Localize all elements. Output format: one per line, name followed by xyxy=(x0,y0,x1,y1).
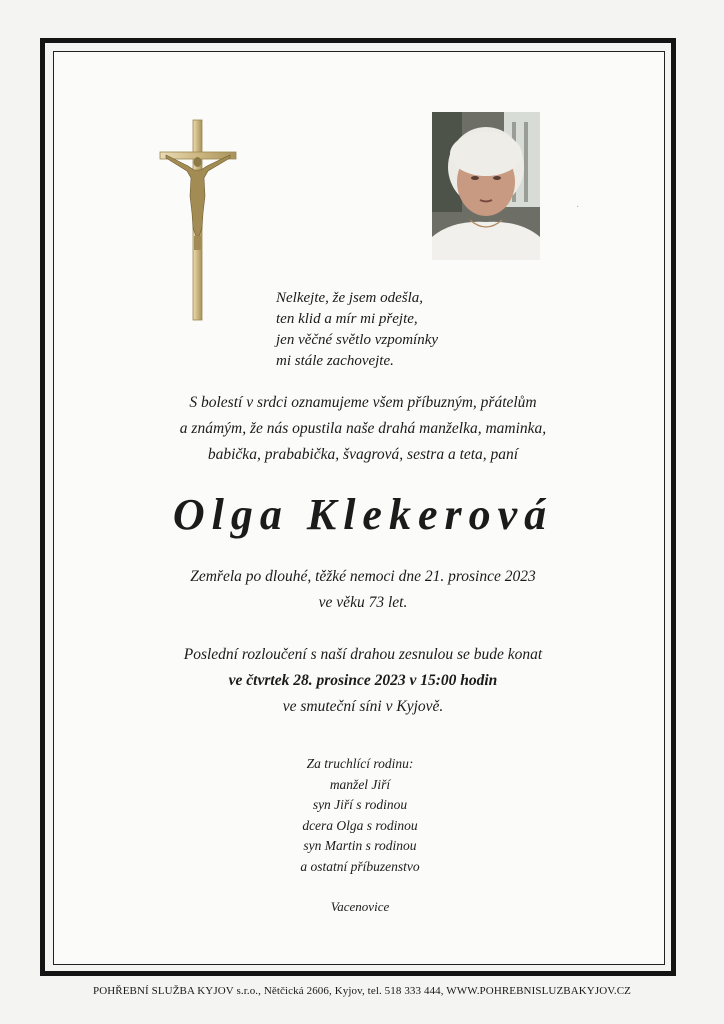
deceased-name: Olga Klekerová xyxy=(172,490,554,539)
place-name: Vacenovice xyxy=(330,899,390,914)
family-member: dcera Olga s rodinou xyxy=(302,817,418,833)
age-line: ve věku 73 let. xyxy=(318,594,408,611)
farewell-date: ve čtvrtek 28. prosince 2023 v 15:00 hodin xyxy=(228,672,498,689)
announcement-text xyxy=(100,390,626,468)
family-member: syn Jiří s rodinou xyxy=(312,797,408,812)
family-list xyxy=(150,754,570,877)
farewell-info xyxy=(100,642,626,720)
poem-line: Nelkejte, že jsem odešla, xyxy=(276,290,424,306)
poem-verse xyxy=(276,288,438,372)
poem-line: ten klid a mír mi přejte, xyxy=(276,311,418,327)
death-date-line: Zemřela po dlouhé, těžké nemoci dne 21. prosince 2023 xyxy=(190,568,536,585)
family-member: a ostatní příbuzenstvo xyxy=(300,858,420,874)
announcement-line: a známým, že nás opustila naše drahá manželka, maminka, xyxy=(179,420,547,437)
portrait-photo xyxy=(432,112,540,260)
family-heading: Za truchlící rodinu: xyxy=(306,756,414,771)
scan-speck: · xyxy=(576,202,580,213)
poem-line: mi stále zachovejte. xyxy=(276,353,394,369)
announcement-line: S bolestí v srdci oznamujeme všem příbuzným, přátelům xyxy=(189,394,537,411)
funeral-service-footer: POHŘEBNÍ SLUŽBA KYJOV s.r.o., Nětčická 2606, Kyjov, tel. 518 333 444, WWW.POHREBNISLUZBAKYJOV.CZ xyxy=(92,985,631,997)
poem-line: jen věčné světlo vzpomínky xyxy=(276,332,439,348)
announcement-line: babička, prababička, švagrová, sestra a teta, paní xyxy=(207,446,519,463)
farewell-location: ve smuteční síni v Kyjově. xyxy=(282,698,444,715)
family-member: manžel Jiří xyxy=(329,776,391,792)
crucifix-icon xyxy=(158,118,238,323)
family-member: syn Martin s rodinou xyxy=(303,838,417,853)
farewell-line: Poslední rozloučení s naší drahou zesnulou se bude konat xyxy=(183,646,543,663)
death-info xyxy=(100,564,626,616)
